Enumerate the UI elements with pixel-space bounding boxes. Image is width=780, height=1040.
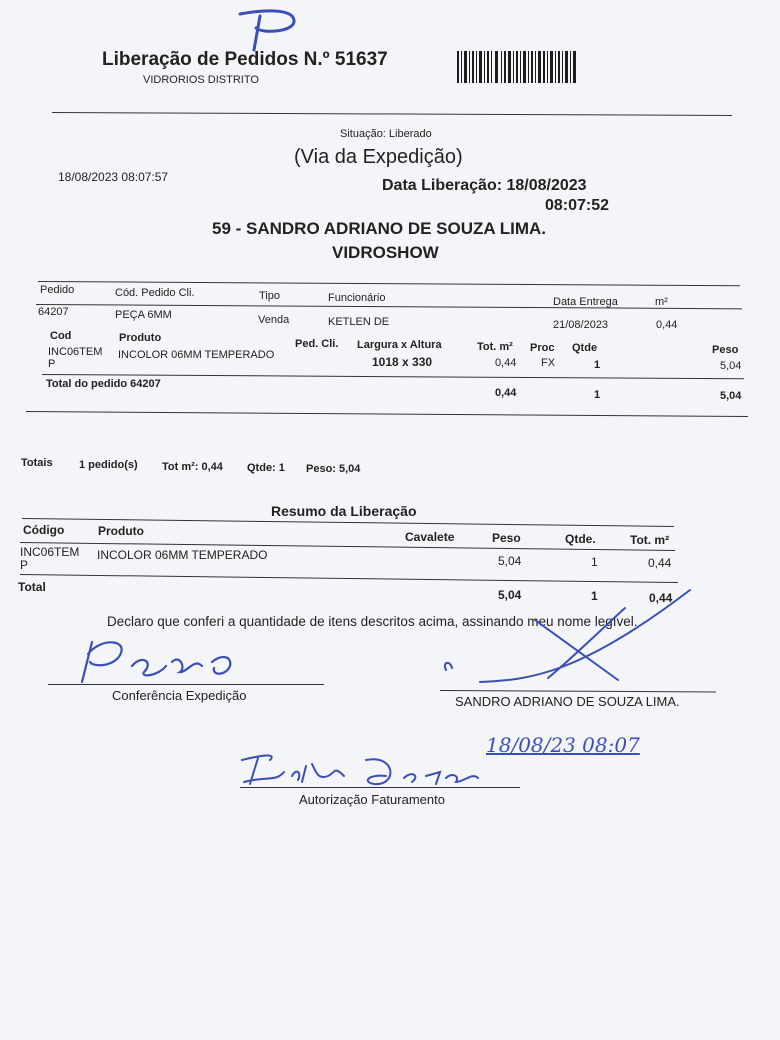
order-m2: 0,44	[656, 319, 678, 331]
summary-codigo-line2: P	[20, 558, 29, 572]
item-peso: 5,04	[720, 360, 742, 372]
summary-total-rule	[20, 574, 678, 583]
col-funcionario: Funcionário	[328, 292, 386, 304]
summary-peso: 5,04	[498, 554, 522, 568]
col-data-entrega: Data Entrega	[553, 296, 618, 308]
order-funcionario: KETLEN DE	[328, 316, 390, 328]
release-date: Data Liberação: 18/08/2023	[382, 177, 587, 194]
print-datetime: 18/08/2023 08:07:57	[58, 170, 169, 184]
summary-col-cavalete: Cavalete	[405, 530, 455, 544]
order-table-bottom-rule	[26, 411, 748, 417]
item-dimensions: 1018 x 330	[372, 355, 433, 369]
declaration-text: Declaro que conferi a quantidade de itens descritos acima, assinando meu nome legível.	[107, 614, 638, 629]
summary-qtde: 1	[591, 555, 598, 569]
totals-label: Totais	[21, 457, 53, 469]
totals-tot-m2: Tot m²: 0,44	[162, 461, 223, 473]
order-data-entrega: 21/08/2023	[553, 319, 609, 331]
company-name: VIDRORIOS DISTRITO	[143, 74, 259, 86]
order-total-qtde: 1	[594, 389, 601, 401]
order-total-label: Total do pedido 64207	[46, 378, 161, 390]
item-col-proc: Proc	[530, 342, 555, 354]
summary-codigo-line1: INC06TEM	[20, 545, 80, 559]
summary-total-label: Total	[18, 580, 46, 594]
summary-total-m2: 0,44	[649, 591, 673, 605]
item-produto: INCOLOR 06MM TEMPERADO	[118, 349, 275, 361]
item-cod-line2: P	[48, 358, 56, 370]
barcode	[457, 51, 577, 83]
copy-label: (Via da Expedição)	[294, 146, 463, 168]
handwritten-date: 18/08/23 08:07	[486, 733, 640, 757]
client-name: 59 - SANDRO ADRIANO DE SOUZA LIMA.	[212, 219, 547, 238]
handwritten-p-mark	[232, 4, 312, 54]
order-table-top-rule	[38, 281, 740, 286]
totals-peso: Peso: 5,04	[306, 463, 361, 475]
summary-col-peso: Peso	[492, 531, 521, 545]
order-pedido: 64207	[38, 306, 69, 318]
col-tipo: Tipo	[259, 290, 280, 302]
item-col-produto: Produto	[119, 332, 162, 344]
item-col-tot-m2: Tot. m²	[477, 341, 513, 353]
totals-pedidos: 1 pedido(s)	[79, 459, 138, 471]
summary-col-qtde: Qtde.	[565, 532, 596, 546]
release-time: 08:07:52	[545, 197, 610, 214]
summary-tot-m2: 0,44	[648, 556, 672, 570]
client-sign-label: SANDRO ADRIANO DE SOUZA LIMA.	[455, 694, 680, 709]
order-cod-pedido-cli: PEÇA 6MM	[115, 309, 172, 321]
header-divider	[52, 112, 732, 116]
item-col-largura-altura: Largura x Altura	[357, 339, 442, 351]
conferencia-signature	[62, 632, 302, 692]
item-col-ped-cli: Ped. Cli.	[295, 338, 339, 350]
col-m2: m²	[655, 296, 668, 308]
order-tipo: Venda	[258, 314, 290, 326]
item-proc: FX	[541, 357, 556, 369]
order-total-peso: 5,04	[720, 390, 742, 402]
autorizacao-signature	[236, 746, 496, 796]
summary-produto: INCOLOR 06MM TEMPERADO	[97, 548, 268, 562]
col-pedido: Pedido	[40, 284, 75, 296]
summary-col-codigo: Código	[23, 523, 65, 537]
document-title: Liberação de Pedidos N.º 51637	[102, 49, 388, 70]
autorizacao-label: Autorização Faturamento	[299, 792, 445, 807]
conferencia-label: Conferência Expedição	[112, 688, 247, 703]
item-col-qtde: Qtde	[572, 342, 598, 354]
autorizacao-sign-line	[240, 787, 520, 788]
status-text: Situação: Liberado	[340, 128, 432, 140]
summary-title: Resumo da Liberação	[271, 503, 417, 519]
conferencia-sign-line	[48, 684, 324, 685]
item-col-peso: Peso	[712, 344, 739, 356]
client-store: VIDROSHOW	[332, 243, 439, 262]
summary-total-qtde: 1	[591, 589, 598, 603]
totals-qtde: Qtde: 1	[247, 462, 285, 474]
summary-col-produto: Produto	[98, 524, 144, 538]
summary-col-tot-m2: Tot. m²	[630, 533, 670, 547]
item-tot-m2: 0,44	[495, 357, 517, 369]
item-col-cod: Cod	[50, 330, 72, 342]
summary-total-peso: 5,04	[498, 588, 522, 602]
item-cod-line1: INC06TEM	[48, 346, 103, 358]
col-cod-pedido-cli: Cód. Pedido Cli.	[115, 287, 195, 299]
item-qtde: 1	[594, 359, 601, 371]
order-total-m2: 0,44	[495, 387, 517, 399]
